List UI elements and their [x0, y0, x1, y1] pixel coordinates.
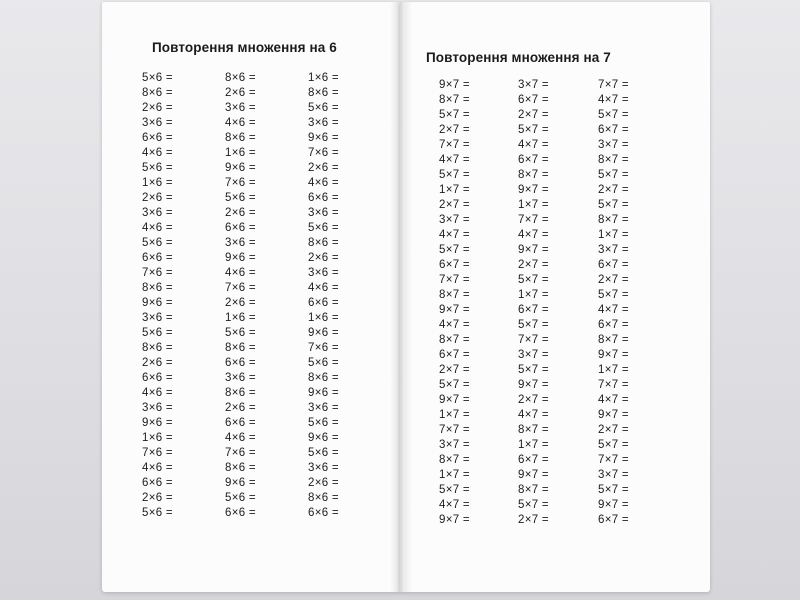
- exercise-item: 9×7 =: [598, 409, 629, 421]
- exercise-item: 9×6 =: [225, 477, 256, 489]
- exercise-item: 6×7 =: [439, 349, 470, 361]
- exercise-item: 6×6 =: [308, 507, 339, 519]
- exercise-column: [598, 78, 629, 528]
- exercise-item: 4×6 =: [308, 282, 339, 294]
- exercise-item: 4×6 =: [225, 432, 256, 444]
- exercise-item: 4×7 =: [439, 499, 470, 511]
- exercise-item: 9×6 =: [308, 327, 339, 339]
- exercise-item: 2×6 =: [142, 492, 173, 504]
- exercise-item: 4×7 =: [439, 229, 470, 241]
- exercise-item: 1×7 =: [439, 409, 470, 421]
- exercise-item: 4×7 =: [518, 409, 549, 421]
- exercise-item: 6×6 =: [225, 357, 256, 369]
- exercise-item: 2×7 =: [439, 199, 470, 211]
- exercise-item: 5×6 =: [308, 447, 339, 459]
- exercise-item: 3×7 =: [598, 139, 629, 151]
- exercise-item: 4×7 =: [439, 154, 470, 166]
- exercise-item: 6×7 =: [518, 304, 549, 316]
- exercise-item: 3×6 =: [308, 117, 339, 129]
- exercise-item: 2×7 =: [598, 424, 629, 436]
- exercise-item: 2×6 =: [225, 207, 256, 219]
- exercise-item: 8×7 =: [518, 169, 549, 181]
- exercise-item: 8×7 =: [439, 454, 470, 466]
- page-title: Повторення множення на 6: [152, 40, 337, 55]
- exercise-item: 5×7 =: [439, 484, 470, 496]
- exercise-item: 9×7 =: [439, 514, 470, 526]
- exercise-item: 9×7 =: [518, 379, 549, 391]
- exercise-item: 7×7 =: [598, 454, 629, 466]
- exercise-column: [142, 71, 173, 521]
- exercise-item: 4×6 =: [142, 462, 173, 474]
- exercise-item: 2×6 =: [225, 402, 256, 414]
- exercise-item: 9×7 =: [518, 469, 549, 481]
- exercise-item: 5×7 =: [518, 274, 549, 286]
- exercise-item: 5×6 =: [142, 72, 173, 84]
- exercise-item: 6×7 =: [598, 514, 629, 526]
- exercise-item: 4×7 =: [439, 319, 470, 331]
- exercise-item: 1×6 =: [308, 312, 339, 324]
- exercise-item: 5×6 =: [225, 192, 256, 204]
- right-page: [400, 2, 710, 592]
- exercise-item: 1×6 =: [142, 177, 173, 189]
- exercise-column: [439, 78, 470, 528]
- exercise-item: 8×6 =: [225, 462, 256, 474]
- exercise-item: 2×7 =: [518, 109, 549, 121]
- exercise-item: 2×7 =: [518, 394, 549, 406]
- exercise-item: 1×6 =: [308, 72, 339, 84]
- exercise-item: 1×6 =: [142, 432, 173, 444]
- exercise-item: 9×7 =: [518, 184, 549, 196]
- exercise-item: 8×6 =: [225, 72, 256, 84]
- exercise-item: 8×7 =: [439, 94, 470, 106]
- exercise-item: 5×7 =: [518, 499, 549, 511]
- exercise-item: 9×7 =: [598, 349, 629, 361]
- exercise-item: 2×6 =: [142, 192, 173, 204]
- exercise-item: 5×7 =: [439, 169, 470, 181]
- exercise-item: 2×6 =: [225, 297, 256, 309]
- exercise-item: 8×6 =: [142, 282, 173, 294]
- exercise-item: 6×7 =: [598, 259, 629, 271]
- exercise-item: 9×6 =: [308, 432, 339, 444]
- exercise-item: 5×7 =: [598, 199, 629, 211]
- exercise-item: 7×7 =: [439, 274, 470, 286]
- exercise-item: 4×7 =: [598, 394, 629, 406]
- exercise-item: 8×6 =: [308, 87, 339, 99]
- exercise-item: 5×7 =: [439, 379, 470, 391]
- exercise-item: 7×6 =: [225, 177, 256, 189]
- exercise-item: 4×7 =: [518, 139, 549, 151]
- exercise-item: 7×7 =: [598, 79, 629, 91]
- exercise-item: 5×7 =: [598, 289, 629, 301]
- exercise-item: 6×7 =: [518, 454, 549, 466]
- exercise-item: 1×7 =: [598, 364, 629, 376]
- exercise-item: 7×7 =: [439, 424, 470, 436]
- exercise-item: 6×7 =: [439, 259, 470, 271]
- exercise-item: 3×6 =: [308, 267, 339, 279]
- exercise-item: 3×6 =: [308, 462, 339, 474]
- exercise-item: 5×7 =: [598, 109, 629, 121]
- exercise-item: 5×6 =: [225, 327, 256, 339]
- exercise-item: 1×6 =: [225, 147, 256, 159]
- exercise-item: 8×6 =: [308, 237, 339, 249]
- exercise-item: 5×6 =: [308, 357, 339, 369]
- exercise-item: 1×7 =: [518, 289, 549, 301]
- exercise-item: 4×6 =: [142, 387, 173, 399]
- exercise-item: 9×7 =: [439, 394, 470, 406]
- exercise-item: 8×7 =: [518, 424, 549, 436]
- exercise-item: 8×6 =: [225, 387, 256, 399]
- exercise-item: 4×7 =: [598, 94, 629, 106]
- exercise-item: 5×7 =: [439, 109, 470, 121]
- exercise-item: 8×6 =: [225, 132, 256, 144]
- exercise-item: 4×6 =: [225, 117, 256, 129]
- exercise-item: 7×6 =: [308, 147, 339, 159]
- exercise-item: 9×6 =: [225, 252, 256, 264]
- exercise-item: 6×7 =: [598, 319, 629, 331]
- exercise-item: 5×7 =: [518, 124, 549, 136]
- exercise-item: 5×7 =: [518, 319, 549, 331]
- exercise-item: 4×6 =: [225, 267, 256, 279]
- exercise-item: 5×7 =: [439, 244, 470, 256]
- exercise-item: 5×6 =: [308, 222, 339, 234]
- exercise-item: 9×7 =: [518, 244, 549, 256]
- exercise-item: 3×7 =: [518, 349, 549, 361]
- exercise-item: 1×7 =: [518, 439, 549, 451]
- exercise-item: 8×6 =: [142, 87, 173, 99]
- exercise-item: 3×7 =: [518, 79, 549, 91]
- exercise-item: 2×6 =: [142, 102, 173, 114]
- exercise-item: 6×6 =: [142, 372, 173, 384]
- exercise-item: 3×7 =: [439, 214, 470, 226]
- exercise-item: 3×6 =: [142, 312, 173, 324]
- exercise-item: 4×6 =: [142, 147, 173, 159]
- exercise-item: 7×7 =: [518, 334, 549, 346]
- exercise-item: 5×7 =: [598, 439, 629, 451]
- exercise-item: 3×6 =: [308, 207, 339, 219]
- left-page: [102, 2, 400, 592]
- exercise-item: 3×7 =: [439, 439, 470, 451]
- exercise-item: 6×6 =: [308, 192, 339, 204]
- exercise-item: 3×6 =: [225, 102, 256, 114]
- exercise-item: 5×6 =: [308, 102, 339, 114]
- exercise-item: 7×7 =: [518, 214, 549, 226]
- exercise-item: 1×6 =: [225, 312, 256, 324]
- exercise-item: 3×6 =: [142, 207, 173, 219]
- exercise-item: 5×6 =: [225, 492, 256, 504]
- exercise-item: 5×6 =: [308, 417, 339, 429]
- exercise-item: 4×6 =: [308, 177, 339, 189]
- exercise-item: 8×6 =: [225, 342, 256, 354]
- exercise-item: 2×6 =: [308, 477, 339, 489]
- exercise-item: 7×7 =: [439, 139, 470, 151]
- exercise-item: 5×6 =: [142, 162, 173, 174]
- exercise-item: 5×6 =: [142, 327, 173, 339]
- exercise-item: 5×7 =: [598, 484, 629, 496]
- exercise-item: 2×7 =: [518, 514, 549, 526]
- exercise-item: 5×6 =: [142, 507, 173, 519]
- open-booklet: [102, 2, 710, 598]
- exercise-item: 2×6 =: [142, 357, 173, 369]
- exercise-item: 2×7 =: [598, 184, 629, 196]
- exercise-item: 4×6 =: [142, 222, 173, 234]
- exercise-item: 3×6 =: [142, 117, 173, 129]
- exercise-item: 6×7 =: [518, 94, 549, 106]
- exercise-item: 7×6 =: [225, 282, 256, 294]
- exercise-item: 9×6 =: [142, 417, 173, 429]
- exercise-item: 1×7 =: [518, 199, 549, 211]
- exercise-item: 1×7 =: [439, 469, 470, 481]
- exercise-item: 1×7 =: [598, 229, 629, 241]
- exercise-item: 6×6 =: [308, 297, 339, 309]
- exercise-item: 2×6 =: [308, 162, 339, 174]
- exercise-item: 6×6 =: [225, 417, 256, 429]
- exercise-item: 6×6 =: [142, 252, 173, 264]
- exercise-item: 9×6 =: [142, 297, 173, 309]
- exercise-item: 9×6 =: [308, 132, 339, 144]
- exercise-item: 7×6 =: [142, 267, 173, 279]
- exercise-item: 3×6 =: [142, 402, 173, 414]
- exercise-item: 2×7 =: [439, 124, 470, 136]
- exercise-item: 8×7 =: [439, 289, 470, 301]
- exercise-item: 9×7 =: [439, 304, 470, 316]
- exercise-item: 7×7 =: [598, 379, 629, 391]
- exercise-column: [225, 71, 256, 521]
- exercise-item: 8×7 =: [518, 484, 549, 496]
- exercise-item: 6×6 =: [225, 222, 256, 234]
- exercise-item: 6×6 =: [225, 507, 256, 519]
- exercise-item: 5×6 =: [142, 237, 173, 249]
- exercise-item: 2×6 =: [308, 252, 339, 264]
- exercise-item: 9×7 =: [439, 79, 470, 91]
- exercise-item: 6×7 =: [518, 154, 549, 166]
- exercise-item: 8×7 =: [598, 334, 629, 346]
- exercise-item: 8×6 =: [308, 492, 339, 504]
- exercise-column: [518, 78, 549, 528]
- exercise-item: 7×6 =: [142, 447, 173, 459]
- exercise-item: 1×7 =: [439, 184, 470, 196]
- exercise-item: 9×7 =: [598, 499, 629, 511]
- exercise-item: 5×7 =: [518, 364, 549, 376]
- exercise-item: 9×6 =: [225, 162, 256, 174]
- exercise-item: 6×7 =: [598, 124, 629, 136]
- exercise-item: 6×6 =: [142, 132, 173, 144]
- exercise-item: 9×6 =: [308, 387, 339, 399]
- exercise-item: 4×7 =: [518, 229, 549, 241]
- exercise-item: 3×6 =: [225, 372, 256, 384]
- exercise-item: 8×6 =: [142, 342, 173, 354]
- exercise-item: 2×7 =: [518, 259, 549, 271]
- exercise-item: 7×6 =: [225, 447, 256, 459]
- exercise-item: 2×7 =: [598, 274, 629, 286]
- page-title: Повторення множення на 7: [426, 50, 611, 65]
- exercise-item: 3×7 =: [598, 469, 629, 481]
- exercise-column: [308, 71, 339, 521]
- exercise-item: 5×7 =: [598, 169, 629, 181]
- exercise-item: 2×6 =: [225, 87, 256, 99]
- exercise-item: 8×7 =: [598, 154, 629, 166]
- exercise-item: 2×7 =: [439, 364, 470, 376]
- exercise-item: 8×6 =: [308, 372, 339, 384]
- exercise-item: 3×6 =: [225, 237, 256, 249]
- exercise-item: 8×7 =: [439, 334, 470, 346]
- exercise-item: 4×7 =: [598, 304, 629, 316]
- exercise-item: 3×7 =: [598, 244, 629, 256]
- exercise-item: 8×7 =: [598, 214, 629, 226]
- exercise-item: 3×6 =: [308, 402, 339, 414]
- exercise-item: 6×6 =: [142, 477, 173, 489]
- exercise-item: 7×6 =: [308, 342, 339, 354]
